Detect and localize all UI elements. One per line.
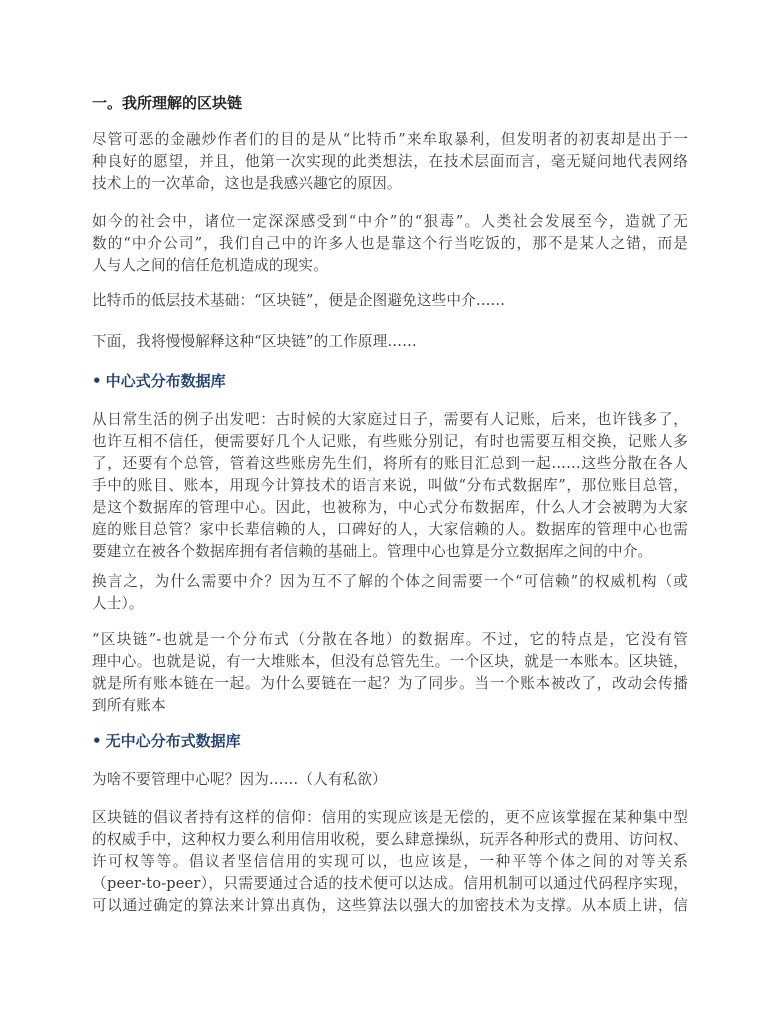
section-heading-1: 一。我所理解的区块链 xyxy=(92,94,243,112)
paragraph-line: 手中的账目、账本，用现今计算技术的语言来说，叫做“分布式数据库”，那位账目总管， xyxy=(92,477,688,494)
paragraph-line: 可以通过确定的算法来计算出真伪，这些算法以强大的加密技术为支撑。从本质上讲，信 xyxy=(92,897,688,914)
paragraph-4 xyxy=(92,331,688,353)
paragraph-9 xyxy=(92,807,688,917)
paragraph-line: 就是所有账本链在一起。为什么要链在一起？为了同步。当一个账本被改了，改动会传播 xyxy=(92,675,688,692)
paragraph-line: 要建立在被各个数据库拥有者信赖的基础上。管理中心也算是分立数据库之间的中介。 xyxy=(92,543,653,560)
paragraph-line: 数的“中介公司”，我们自己中的许多人也是靠这个行当吃饭的，那不是某人之错，而是 xyxy=(92,235,688,252)
paragraph-line: 从日常生活的例子出发吧：古时候的大家庭过日子，需要有人记账，后来，也许钱多了， xyxy=(92,411,688,428)
paragraph-line: 种良好的愿望，并且，他第一次实现的此类想法，在技术层面而言，毫无疑问地代表网络 xyxy=(92,153,688,170)
paragraph-6 xyxy=(92,571,688,615)
paragraph-7 xyxy=(92,629,688,717)
paragraph-3 xyxy=(92,290,688,312)
paragraph-line: 人士）。 xyxy=(92,595,144,612)
paragraph-line: “区块链”-也就是一个分布式（分散在各地）的数据库。不过，它的特点是，它没有管 xyxy=(92,631,688,648)
paragraph-line: 换言之，为什么需要中介？因为互不了解的个体之间需要一个“可信赖”的权威机构（或 xyxy=(92,573,688,590)
paragraph-line: 理中心。也就是说，有一大堆账本，但没有总管先生。一个区块，就是一本账本。区块链， xyxy=(92,653,688,670)
bullet-icon: • xyxy=(92,372,102,390)
paragraph-line: 比特币的低层技术基础：“区块链”，便是企图避免这些中介…… xyxy=(92,292,506,309)
paragraph-5 xyxy=(92,409,688,563)
paragraph-line: 技术上的一次革命，这也是我感兴趣它的原因。 xyxy=(92,175,402,192)
paragraph-line: 下面，我将慢慢解释这种“区块链”的工作原理…… xyxy=(92,333,417,350)
paragraph-line: 许可权等等。倡议者坚信信用的实现可以，也应该是，一种平等个体之间的对等关系 xyxy=(92,853,688,870)
section-heading-2 xyxy=(92,370,226,392)
section-heading-3 xyxy=(92,730,241,752)
bullet-icon: • xyxy=(92,732,102,750)
paragraph-line: 了，还要有个总管，管着这些账房先生们，将所有的账目汇总到一起……这些分散在各人 xyxy=(92,455,688,472)
paragraph-1 xyxy=(92,129,688,195)
paragraph-2 xyxy=(92,211,688,277)
section-heading-2-text: 中心式分布数据库 xyxy=(105,372,226,390)
paragraph-line: 到所有账本 xyxy=(92,697,166,714)
paragraph-line: 人与人之间的信任危机造成的现实。 xyxy=(92,257,328,274)
paragraph-line: 也许互相不信任，便需要好几个人记账，有些账分别记，有时也需要互相交换，记账人多 xyxy=(92,433,688,450)
paragraph-line: 尽管可恶的金融炒作者们的目的是从“比特币”来牟取暴利，但发明者的初衷却是出于一 xyxy=(92,131,688,148)
section-heading-3-text: 无中心分布式数据库 xyxy=(105,732,241,750)
paragraph-line: 区块链的倡议者持有这样的信仰：信用的实现应该是无偿的，更不应该掌握在某种集中型 xyxy=(92,809,688,826)
paragraph-8 xyxy=(92,769,688,791)
paragraph-line: （peer-to-peer），只需要通过合适的技术便可以达成。信用机制可以通过代码程序实现， xyxy=(92,875,688,892)
paragraph-line: 庭的账目总管？家中长辈信赖的人，口碑好的人，大家信赖的人。数据库的管理中心也需 xyxy=(92,521,688,538)
paragraph-line: 如今的社会中，诸位一定深深感受到“中介”的“狠毒”。人类社会发展至今，造就了无 xyxy=(92,213,688,230)
paragraph-line: 是这个数据库的管理中心。因此，也被称为，中心式分布数据库，什么人才会被聘为大家 xyxy=(92,499,688,516)
paragraph-line: 为啥不要管理中心呢？因为……（人有私欲） xyxy=(92,771,387,788)
paragraph-line: 的权威手中，这种权力要么利用信用收税，要么肆意操纵，玩弄各种形式的费用、访问权、 xyxy=(92,831,688,848)
